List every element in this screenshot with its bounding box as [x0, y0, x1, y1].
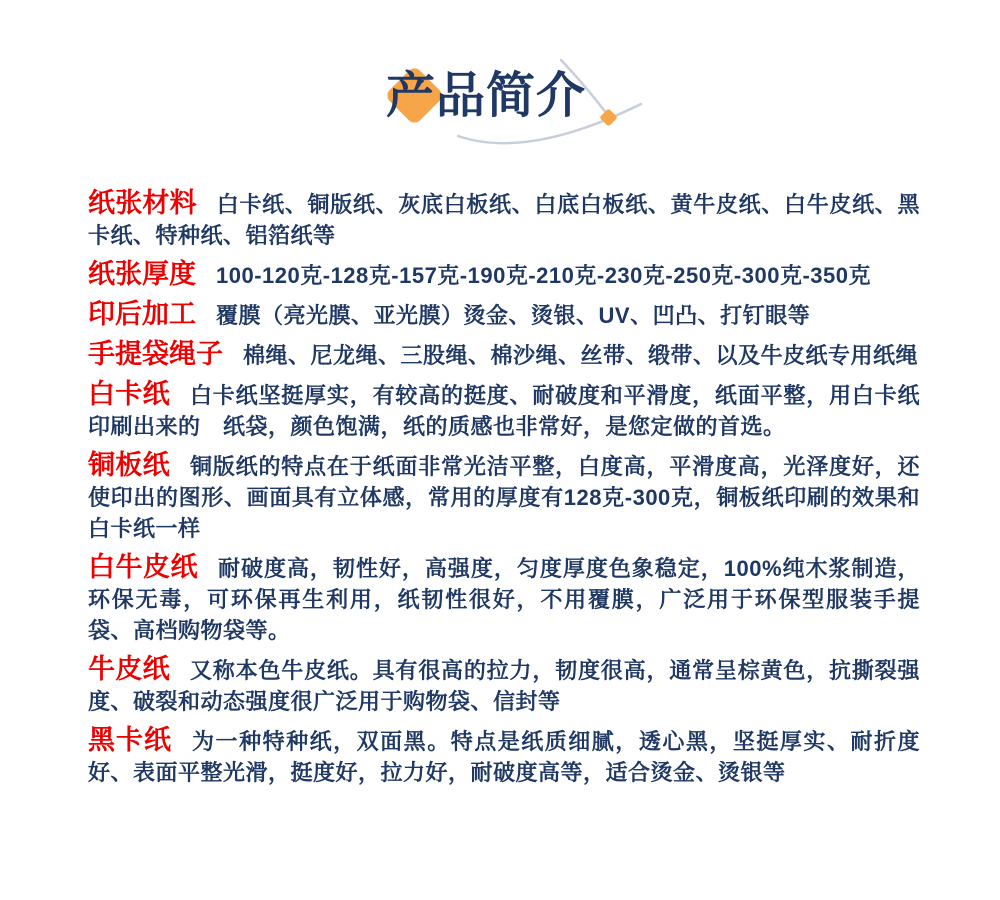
section-heading: 手提袋绳子 — [88, 339, 223, 369]
section-heading: 纸张材料 — [88, 188, 197, 218]
section-heading: 纸张厚度 — [88, 259, 196, 289]
section-white-cardboard — [88, 379, 920, 442]
section-heading: 牛皮纸 — [88, 654, 170, 684]
section-body: 覆膜（亮光膜、亚光膜）烫金、烫银、UV、凹凸、打钉眼等 — [216, 303, 811, 328]
section-bag-rope — [88, 339, 920, 371]
section-black-cardboard — [88, 725, 920, 788]
section-heading: 印后加工 — [88, 299, 196, 329]
section-heading: 白卡纸 — [88, 379, 170, 409]
section-body: 耐破度高，韧性好，高强度，匀度厚度色象稳定，100%纯木浆制造，环保无毒，可环保再生利用，纸韧性很好，不用覆膜，广泛用于环保型服装手提袋、高档购物袋等。 — [88, 556, 920, 643]
section-body: 铜版纸的特点在于纸面非常光洁平整，白度高，平滑度高，光泽度好，还使印出的图形、画面具有立体感，常用的厚度有128克-300克，铜板纸印刷的效果和白卡纸一样 — [88, 454, 921, 541]
page-header — [0, 0, 1000, 172]
section-body: 白卡纸、铜版纸、灰底白板纸、白底白板纸、黄牛皮纸、白牛皮纸、黑卡纸、特种纸、铝箔纸等 — [88, 192, 920, 248]
section-body: 棉绳、尼龙绳、三股绳、棉沙绳、丝带、缎带、以及牛皮纸专用纸绳 — [243, 343, 919, 368]
section-kraft — [88, 654, 920, 717]
section-body: 白卡纸坚挺厚实，有较高的挺度、耐破度和平滑度，纸面平整，用白卡纸印刷出来的 纸袋，颜色饱满，纸的质感也非常好，是您定做的首选。 — [88, 383, 921, 439]
section-body: 又称本色牛皮纸。具有很高的拉力，韧度很高，通常呈棕黄色，抗撕裂强度、破裂和动态强度很广泛用于购物袋、信封等 — [88, 658, 921, 714]
section-heading: 黑卡纸 — [88, 725, 173, 755]
section-body: 100-120克-128克-157克-190克-210克-230克-250克-300克-350克 — [216, 263, 871, 288]
section-paper-material — [88, 188, 920, 251]
section-coated-paper — [88, 450, 920, 544]
page-title: 产品简介 — [386, 69, 587, 123]
section-paper-thickness — [88, 259, 920, 291]
section-white-kraft — [88, 552, 920, 646]
product-intro-content — [0, 172, 1000, 788]
section-post-print-finishing — [88, 299, 920, 331]
section-heading: 白牛皮纸 — [88, 552, 198, 582]
section-body: 为一种特种纸，双面黑。特点是纸质细腻，透心黑，坚挺厚实、耐折度好、表面平整光滑，挺度好，拉力好，耐破度高等，适合烫金、烫银等 — [88, 729, 920, 785]
small-diamond-icon — [599, 108, 617, 126]
section-heading: 铜板纸 — [88, 450, 170, 480]
